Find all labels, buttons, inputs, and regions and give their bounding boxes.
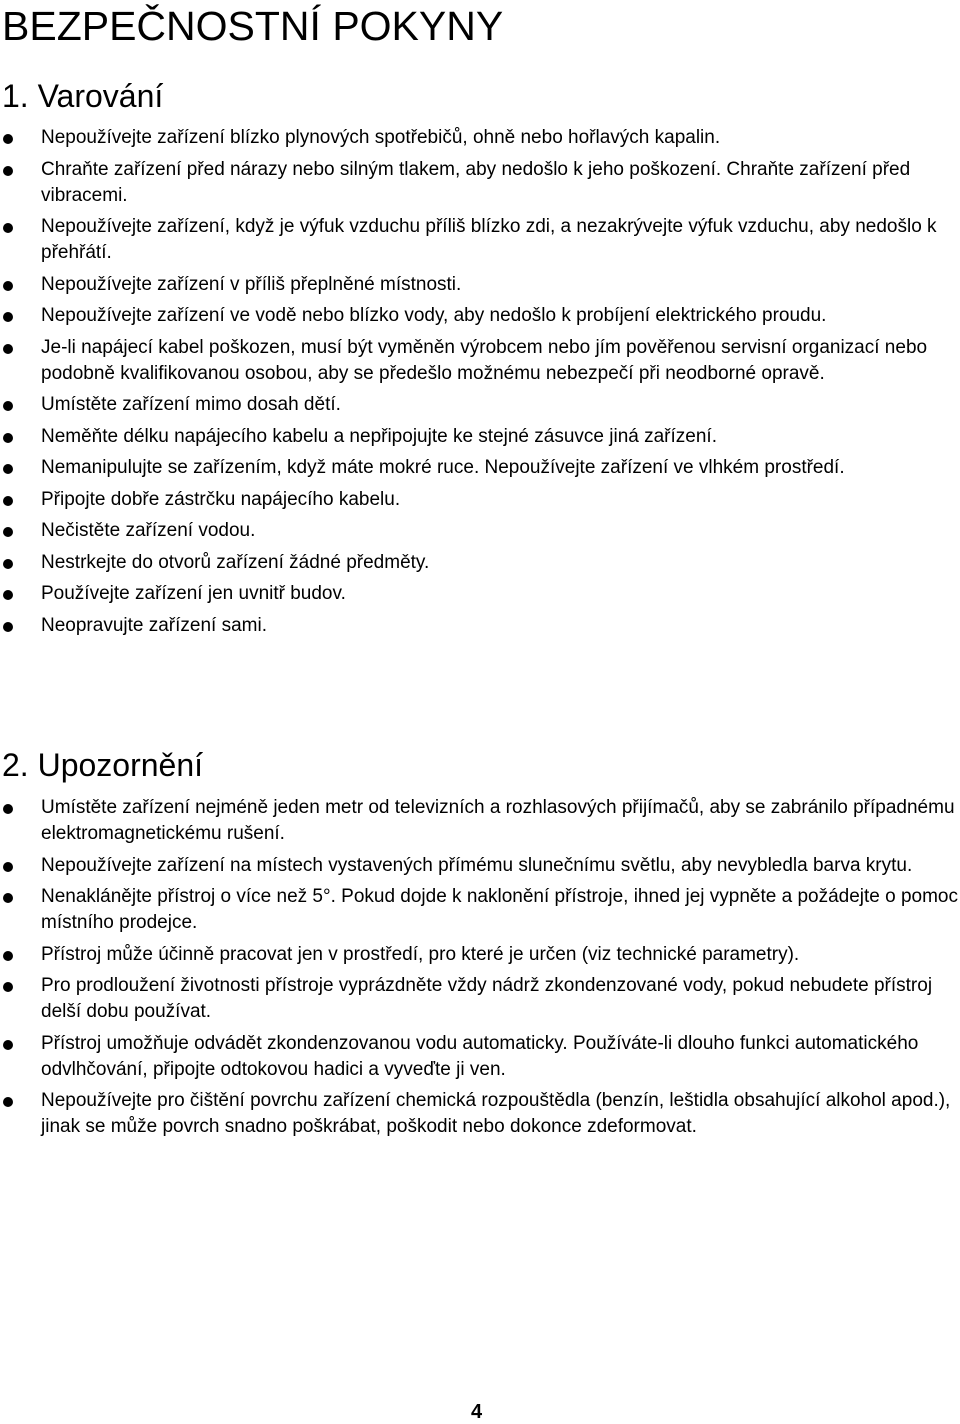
list-item-text: Přístroj umožňuje odvádět zkondenzovanou vodu automaticky. Používáte-li dlouho funkci automatického odvlhčování, připojte odtokovou hadici a vyveďte ji ven.	[41, 1032, 919, 1080]
list-item	[0, 335, 960, 387]
list-item-text: Nečistěte zařízení vodou.	[41, 520, 256, 541]
bullet-icon	[3, 134, 13, 144]
list-item-text: Pro prodloužení životnosti přístroje vyprázdněte vždy nádrž zkondenzované vody, pokud nebudete přístroj delší dobu používat.	[41, 975, 933, 1022]
bullet-icon	[3, 1097, 13, 1107]
list-item	[0, 272, 960, 298]
list-item-text: Nepoužívejte zařízení, když je výfuk vzduchu příliš blízko zdi, a nezakrývejte výfuk vzduchu, aby nedošlo k přehřátí.	[41, 216, 937, 263]
list-item-text: Používejte zařízení jen uvnitř budov.	[41, 583, 346, 604]
bullet-icon	[3, 622, 13, 632]
warnings-list	[0, 125, 960, 644]
list-item	[0, 581, 960, 607]
bullet-icon	[3, 433, 13, 443]
list-item	[0, 125, 960, 151]
list-item	[0, 1031, 960, 1083]
section-heading-varovani: 1. Varování	[2, 78, 164, 114]
section-heading-upozorneni: 2. Upozornění	[2, 747, 204, 783]
list-item	[0, 1088, 960, 1140]
list-item-text: Nestrkejte do otvorů zařízení žádné předměty.	[41, 551, 430, 573]
list-item	[0, 392, 960, 418]
bullet-icon	[3, 166, 13, 176]
list-item-text: Nepoužívejte zařízení v příliš přeplněné místnosti.	[41, 273, 462, 295]
list-item-text: Nepoužívejte pro čištění povrchu zařízení chemická rozpouštědla (benzín, leštidla obsahující alkohol apod.), jinak se může povrch snadno poškrábat, poškodit nebo dokonce zdeformovat.	[41, 1090, 951, 1137]
list-item	[0, 613, 960, 639]
list-item	[0, 487, 960, 513]
list-item-text: Přístroj může účinně pracovat jen v prostředí, pro které je určen (viz technické parametry).	[41, 943, 800, 965]
page-title: BEZPEČNOSTNÍ POKYNY	[2, 3, 504, 49]
bullet-icon	[3, 527, 13, 537]
bullet-icon	[3, 281, 13, 291]
list-item-text: Nemanipulujte se zařízením, když máte mokré ruce. Nepoužívejte zařízení ve vlhkém prostředí.	[41, 457, 845, 478]
list-item	[0, 455, 960, 481]
bullet-icon	[3, 1040, 13, 1050]
bullet-icon	[3, 344, 13, 354]
cautions-list	[0, 795, 960, 1146]
list-item-text: Neopravujte zařízení sami.	[41, 614, 267, 636]
list-item	[0, 884, 960, 936]
list-item	[0, 214, 960, 266]
list-item-text: Je-li napájecí kabel poškozen, musí být vyměněn výrobcem nebo jím pověřenou servisní organizací nebo podobně kvalifikovanou osobou, aby se předešlo možnému nebezpečí při neodborné opravě.	[41, 336, 928, 384]
bullet-icon	[3, 312, 13, 322]
list-item-text: Nepoužívejte zařízení na místech vystavených přímému slunečnímu světlu, aby nevybledla barva krytu.	[41, 854, 913, 876]
bullet-icon	[3, 464, 13, 474]
bullet-icon	[3, 893, 13, 903]
list-item-text: Nepoužívejte zařízení ve vodě nebo blízko vody, aby nedošlo k probíjení elektrického proudu.	[41, 305, 827, 326]
bullet-icon	[3, 223, 13, 233]
bullet-icon	[3, 982, 13, 992]
list-item-text: Nenaklánějte přístroj o více než 5°. Pokud dojde k naklonění přístroje, ihned jej vypněte a požádejte o pomoc místního prodejce.	[41, 886, 958, 933]
list-item	[0, 518, 960, 544]
list-item	[0, 853, 960, 879]
page-number: 4	[471, 1401, 483, 1423]
bullet-icon	[3, 401, 13, 411]
list-item	[0, 973, 960, 1025]
list-item	[0, 303, 960, 329]
bullet-icon	[3, 559, 13, 569]
list-item-text: Umístěte zařízení mimo dosah dětí.	[41, 394, 341, 415]
list-item	[0, 550, 960, 576]
list-item-text: Neměňte délku napájecího kabelu a nepřipojujte ke stejné zásuvce jiná zařízení.	[41, 425, 717, 447]
bullet-icon	[3, 496, 13, 506]
list-item-text: Umístěte zařízení nejméně jeden metr od televizních a rozhlasových přijímačů, aby se zabránilo případnému elektromagnetickému rušení.	[41, 797, 955, 844]
bullet-icon	[3, 590, 13, 600]
list-item-text: Připojte dobře zástrčku napájecího kabelu.	[41, 488, 401, 510]
list-item-text: Nepoužívejte zařízení blízko plynových spotřebičů, ohně nebo hořlavých kapalin.	[41, 127, 721, 148]
list-item-text: Chraňte zařízení před nárazy nebo silným tlakem, aby nedošlo k jeho poškození. Chraňte zařízení před vibracemi.	[41, 158, 911, 206]
list-item	[0, 157, 960, 209]
bullet-icon	[3, 951, 13, 961]
list-item	[0, 424, 960, 450]
list-item	[0, 942, 960, 968]
bullet-icon	[3, 804, 13, 814]
bullet-icon	[3, 862, 13, 872]
list-item	[0, 795, 960, 847]
